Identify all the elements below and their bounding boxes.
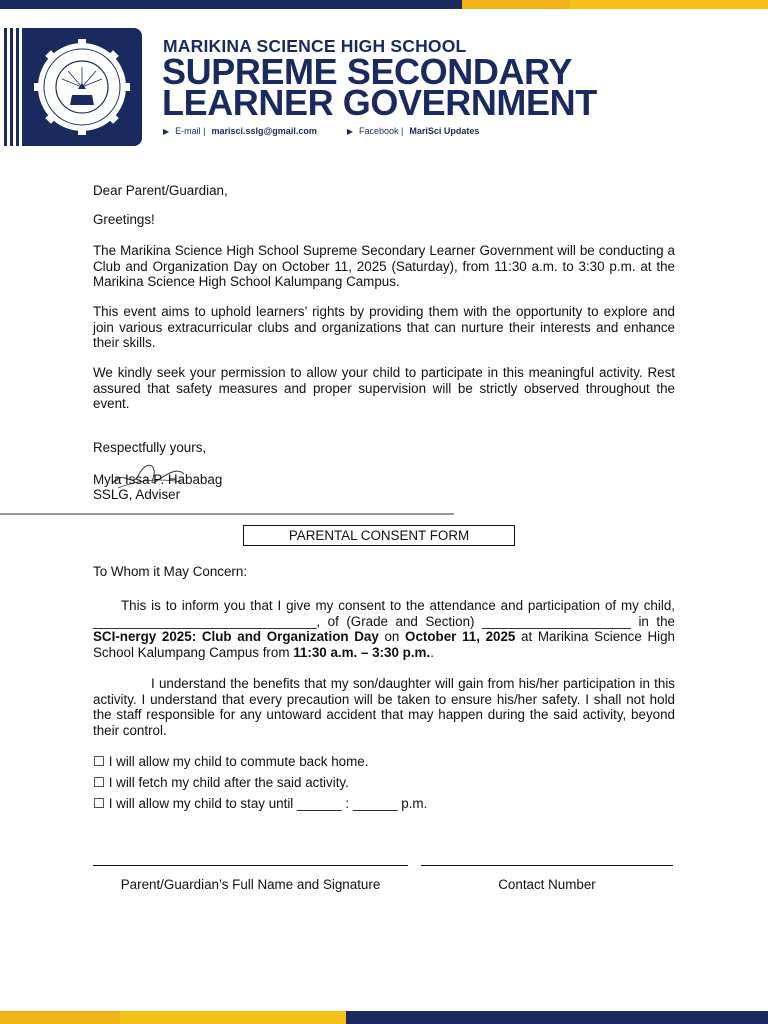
header-stripes: [0, 28, 22, 146]
event-name: SCI-nergy 2025: Club and Organization Day: [93, 629, 379, 644]
consent-end: .: [430, 644, 434, 660]
signature-line: [93, 865, 408, 866]
play-arrow-icon: ▶: [346, 126, 353, 136]
school-name: MARIKINA SCIENCE HIGH SCHOOL: [163, 36, 467, 56]
signer-name: Myla Issa P. Hababag: [93, 472, 223, 487]
cut-divider: [0, 513, 454, 515]
form-title: PARENTAL CONSENT FORM: [243, 525, 515, 546]
email-address[interactable]: marisci.sslg@gmail.com: [211, 126, 317, 136]
option-fetch[interactable]: ☐ I will fetch my child after the said activity.: [93, 775, 349, 790]
gear-seal-icon: [32, 37, 132, 137]
consent-text-2: at Marikina Science High School Kalumpang Campus from: [93, 629, 675, 660]
contact-row: [163, 126, 479, 136]
signature-label: Parent/Guardian’s Full Name and Signature: [120, 877, 381, 892]
understand-text: I understand the benefits that my son/daughter will gain from his/her participation in this activity. I understand that every precaution will be taken to ensure his/her safety. I shall not hold the staff responsible for any untoward accident that may happen during the said activity, beyond their control.: [93, 676, 675, 738]
header-bar-navy: [0, 0, 462, 9]
org-name-line2: LEARNER GOVERNMENT: [162, 82, 597, 123]
email-label: E-mail |: [175, 126, 206, 136]
contact-number-label: Contact Number: [498, 877, 596, 892]
event-time: 11:30 a.m. – 3:30 p.m.: [293, 644, 431, 660]
facebook-label: Facebook |: [358, 126, 404, 136]
consent-text-1: This is to inform you that I give my consent to the attendance and participation of my child, ______________________________, of (Grade and Section) ____________________ in the: [93, 598, 675, 629]
school-logo: [22, 28, 142, 146]
letter-paragraph-3: We kindly seek your permission to allow your child to participate in this meaningful activity. Rest assured that safety measures and proper supervision will be strictly observed throughout the event.: [93, 365, 675, 411]
consent-on: on: [378, 629, 406, 644]
greeting: Greetings!: [93, 212, 155, 227]
play-arrow-icon: ▶: [163, 126, 170, 136]
footer-bar-navy: [346, 1011, 768, 1024]
contact-number-line: [421, 865, 673, 866]
footer-bar-gold-light: [120, 1011, 346, 1024]
closing: Respectfully yours,: [93, 440, 207, 455]
option-commute[interactable]: ☐ I will allow my child to commute back home.: [93, 754, 369, 769]
option-stay-until[interactable]: ☐ I will allow my child to stay until ______ : ______ p.m.: [93, 796, 428, 811]
form-addressee: To Whom it May Concern:: [93, 564, 248, 579]
header-bar-gold-light: [570, 0, 768, 9]
facebook-page[interactable]: MariSci Updates: [409, 126, 480, 136]
signer-role: SSLG, Adviser: [93, 487, 181, 502]
footer-bar-gold: [0, 1011, 120, 1024]
salutation: Dear Parent/Guardian,: [93, 183, 228, 198]
consent-paragraph: [93, 598, 675, 660]
letter-paragraph-2: This event aims to uphold learners’ rights by providing them with the opportunity to explore and join various extracurricular clubs and organizations that can nurture their interests and enhance their skills.: [93, 304, 675, 350]
event-date: October 11, 2025: [405, 629, 516, 644]
understand-paragraph: [93, 676, 675, 738]
org-name-line1: SUPREME SECONDARY: [162, 51, 572, 92]
letter-paragraph-1: The Marikina Science High School Supreme Secondary Learner Government will be conducting a Club and Organization Day on October 11, 2025 (Saturday), from 11:30 a.m. to 3:30 p.m. at the Marikina Science High School Kalumpang Campus.: [93, 243, 675, 289]
